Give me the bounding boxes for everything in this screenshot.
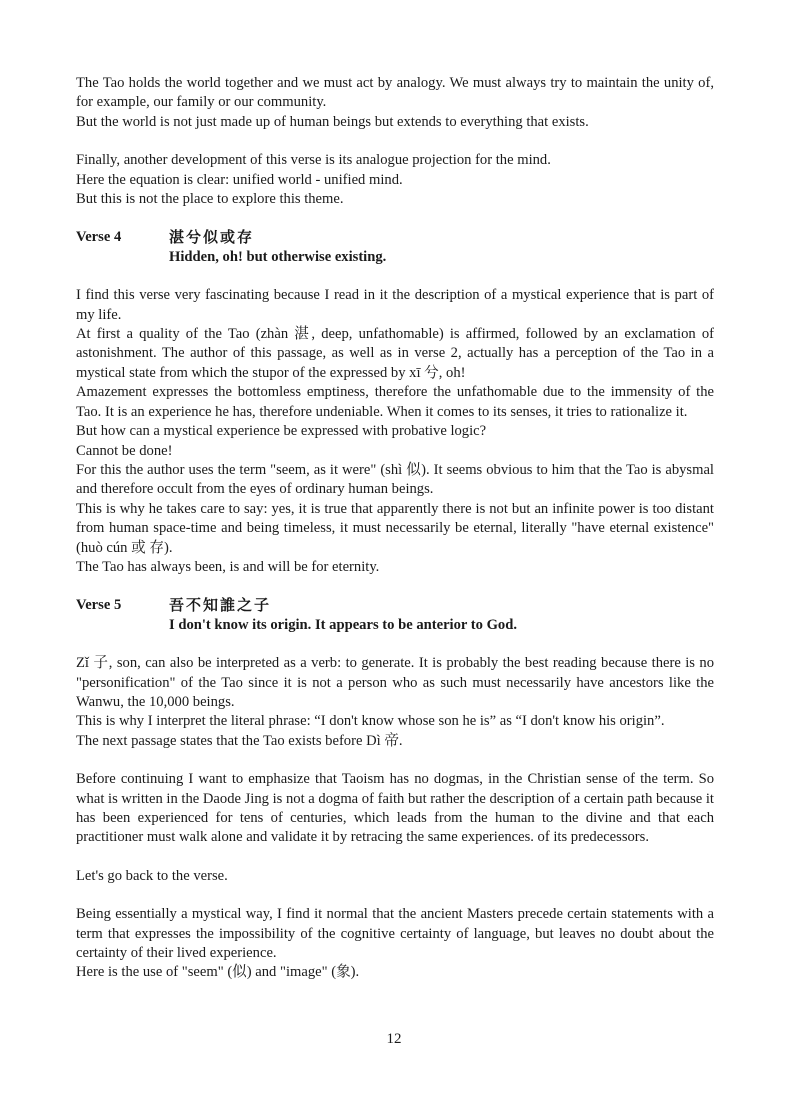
paragraph: Before continuing I want to emphasize that Taoism has no dogmas, in the Christian sense of the term. So what is written in the Daode Jing is not a dogma of faith but rather the description of a certain path because it has been experienced for tens of centuries, which leads from the human to the divine and that each practitioner must walk alone and validate it by retracing the same experiences. of its predecessors. [76,771,714,846]
paragraph-block-3 [76,286,714,577]
paragraph: At first a quality of the Tao (zhàn 湛, deep, unfathomable) is affirmed, followed by an exclamation of astonishment. The author of this passage, as well as in verse 2, actually has a perception of the Tao in a mystical state from which the stupor of the expressed by xī 兮, oh! [76,326,714,381]
paragraph: I find this verse very fascinating because I read in it the description of a mystical experience that is part of my life. [76,287,714,323]
verse-4-heading [76,228,714,267]
document-page [76,74,714,983]
paragraph: Zǐ 子, son, can also be interpreted as a verb: to generate. It is probably the best reading because there is no "personification" of the Tao since it is not a person who as such must necessarily have ancestors like the Wanwu, the 10,000 beings. [76,655,714,710]
verse-label: Verse 5 [76,597,122,614]
paragraph: Here is the use of "seem" (似) and "image" (象). [76,964,360,981]
paragraph-block-7 [76,905,714,983]
paragraph-block-5 [76,770,714,848]
paragraph: For this the author uses the term "seem, as it were" (shì 似). It seems obvious to him that the Tao is abysmal and therefore occult from the eyes of ordinary human beings. [76,461,714,498]
paragraph: But the world is not just made up of human beings but extends to everything that exists. [76,113,589,130]
paragraph: Let's go back to the verse. [76,867,228,884]
verse-translation: I don't know its origin. It appears to be anterior to God. [169,616,517,633]
paragraph: Being essentially a mystical way, I find it normal that the ancient Masters precede certain statements with a term that expresses the impossibility of the cognitive certainty of language, but leaves no doubt about the certainty of their lived experience. [76,906,714,962]
verse-translation: Hidden, oh! but otherwise existing. [169,248,387,265]
paragraph: Cannot be done! [76,442,173,459]
paragraph: This is why he takes care to say: yes, it is true that apparently there is not but an infinite power is too distant from human space-time and being timeless, it must necessarily be eternal, literally "have eternal existence" (huò cún 或 存). [76,500,714,556]
paragraph: This is why I interpret the literal phrase: “I don't know whose son he is” as “I don't know his origin”. [76,713,665,730]
paragraph: Finally, another development of this verse is its analogue projection for the mind. [76,152,551,169]
paragraph-block-1 [76,74,714,132]
paragraph: But how can a mystical experience be expressed with probative logic? [76,423,487,440]
verse-chinese-text: 湛兮似或存 [169,228,255,247]
paragraph: But this is not the place to explore this theme. [76,191,344,208]
verse-5-heading [76,596,714,635]
paragraph: Here the equation is clear: unified world - unified mind. [76,171,403,188]
paragraph: Amazement expresses the bottomless emptiness, therefore the unfathomable due to the immensity of the Tao. It is an experience he has, therefore undeniable. When it comes to its senses, it tries to rationalize it. [76,384,714,420]
paragraph: The Tao holds the world together and we must act by analogy. We must always try to maintain the unity of, for example, our family or our community. [76,75,714,111]
paragraph-block-4 [76,654,714,751]
paragraph: The next passage states that the Tao exists before Dì 帝. [76,732,403,749]
paragraph: The Tao has always been, is and will be for eternity. [76,558,380,575]
verse-label: Verse 4 [76,229,122,246]
paragraph-block-6 [76,867,714,886]
paragraph-block-2 [76,151,714,209]
page-number: 12 [386,1031,402,1047]
verse-chinese-text: 吾不知誰之子 [169,596,272,615]
